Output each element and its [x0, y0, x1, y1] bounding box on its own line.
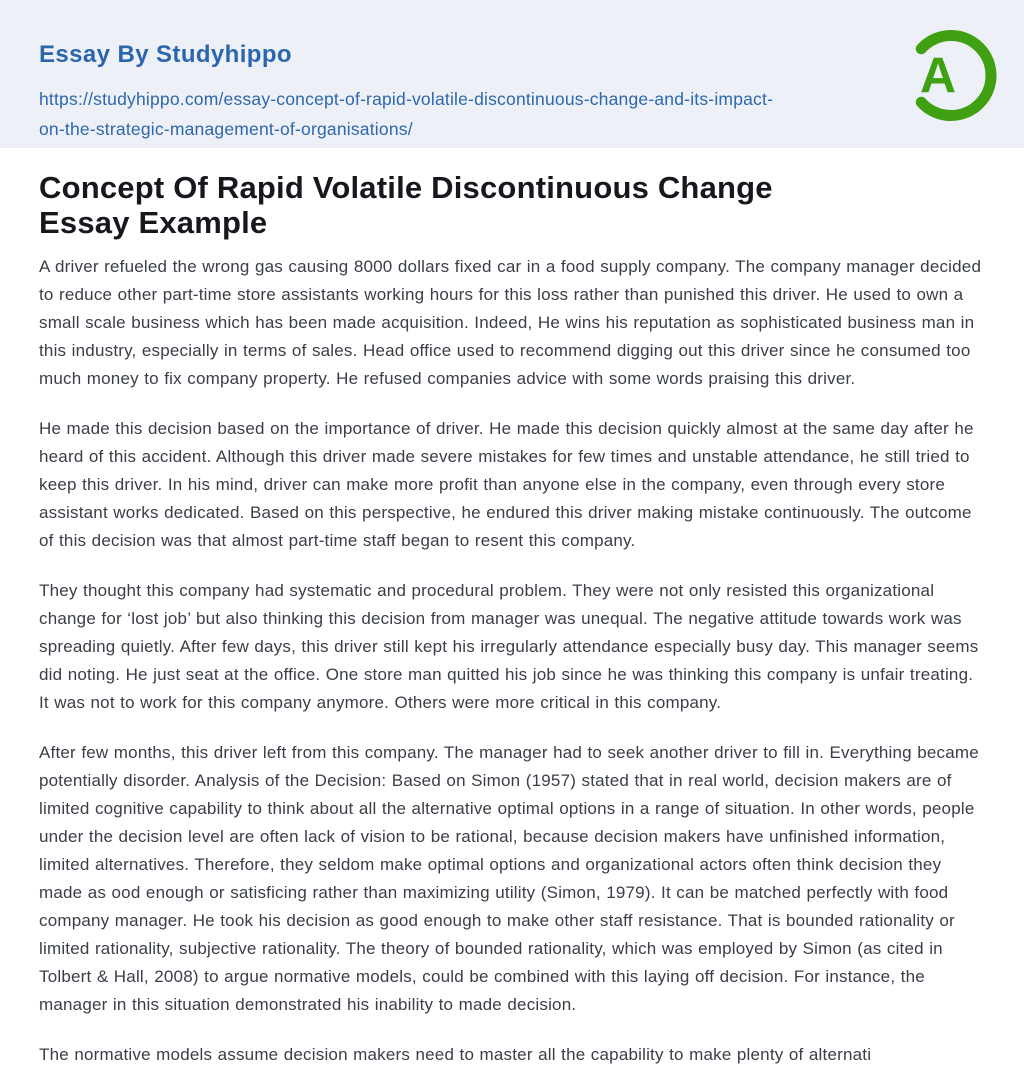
essay-paragraph-2: He made this decision based on the importance of driver. He made this decision quickly almost at the same day after he heard of this accident. Although this driver made severe mistakes for few times and unstable attendance, he still tried to keep this driver. In his mind, driver can make more profit than anyone else in the company, even through every store assistant works dedicated. Based on this perspective, he endured this driver making mistake continuously. The outcome of this decision was that almost part-time staff began to resent this company.: [39, 419, 974, 550]
essay-article: [0, 148, 1024, 1069]
essay-title-line-1: Concept Of Rapid Volatile Discontinuous Change: [39, 170, 773, 205]
essay-paragraph-1: A driver refueled the wrong gas causing 8000 dollars fixed car in a food supply company. The company manager decided to reduce other part-time store assistants working hours for this loss rather than punished this driver. He used to own a small scale business which has been made acquisition. Indeed, He wins his reputation as sophisticated business man in this industry, especially in terms of sales. Head office used to recommend digging out this driver since he consumed too much money to fix company property. He refused companies advice with some words praising this driver.: [39, 257, 982, 388]
studyhippo-logo: [903, 28, 998, 123]
essay-paragraph-5: The normative models assume decision makers need to master all the capability to make plenty of alternati: [39, 1045, 872, 1064]
site-title: Essay By Studyhippo: [39, 41, 292, 68]
essay-paragraph-3: They thought this company had systematic and procedural problem. They were not only resisted this organizational change for ‘lost job’ but also thinking this decision from manager was unequal. The negative attitude towards work was spreading quietly. After few days, this driver still kept his irregularly attendance especially busy day. This manager seems did noting. He just seat at the office. One store man quitted his job since he was thinking this company is unfair treating. It was not to work for this company anymore. Others were more critical in this company.: [39, 581, 979, 712]
essay-paragraph-4: After few months, this driver left from this company. The manager had to seek another driver to fill in. Everything became potentially disorder. Analysis of the Decision: Based on Simon (1957) stated that in real world, decision makers are of limited cognitive capability to think about all the alternative optimal options in a range of situation. In other words, people under the decision level are often lack of vision to be rational, because decision makers have unfinished information, limited alternatives. Therefore, they seldom make optimal options and organizational actors often think decision they made as ood enough or satisficing rather than maximizing utility (Simon, 1979). It can be matched perfectly with food company manager. He took his decision as good enough to make other staff resistance. That is bounded rationality or limited rationality, subjective rationality. The theory of bounded rationality, which was employed by Simon (as cited in Tolbert & Hall, 2008) to argue normative models, could be combined with this laying off decision. For instance, the manager in this situation demonstrated his inability to made decision.: [39, 743, 979, 1014]
studyhippo-logo-icon: [903, 28, 998, 123]
page-header: [0, 0, 1024, 148]
essay-url-line-2: on-the-strategic-management-of-organisations/: [39, 119, 413, 139]
essay-url-line-1: https://studyhippo.com/essay-concept-of-rapid-volatile-discontinuous-change-and-its-impact-: [39, 89, 774, 109]
essay-url-link[interactable]: [39, 84, 874, 144]
essay-title-line-2: Essay Example: [39, 205, 268, 240]
header-text-block: [39, 41, 874, 144]
logo-letter: A: [919, 47, 957, 104]
essay-body: [39, 253, 985, 1069]
essay-title: [39, 170, 985, 240]
